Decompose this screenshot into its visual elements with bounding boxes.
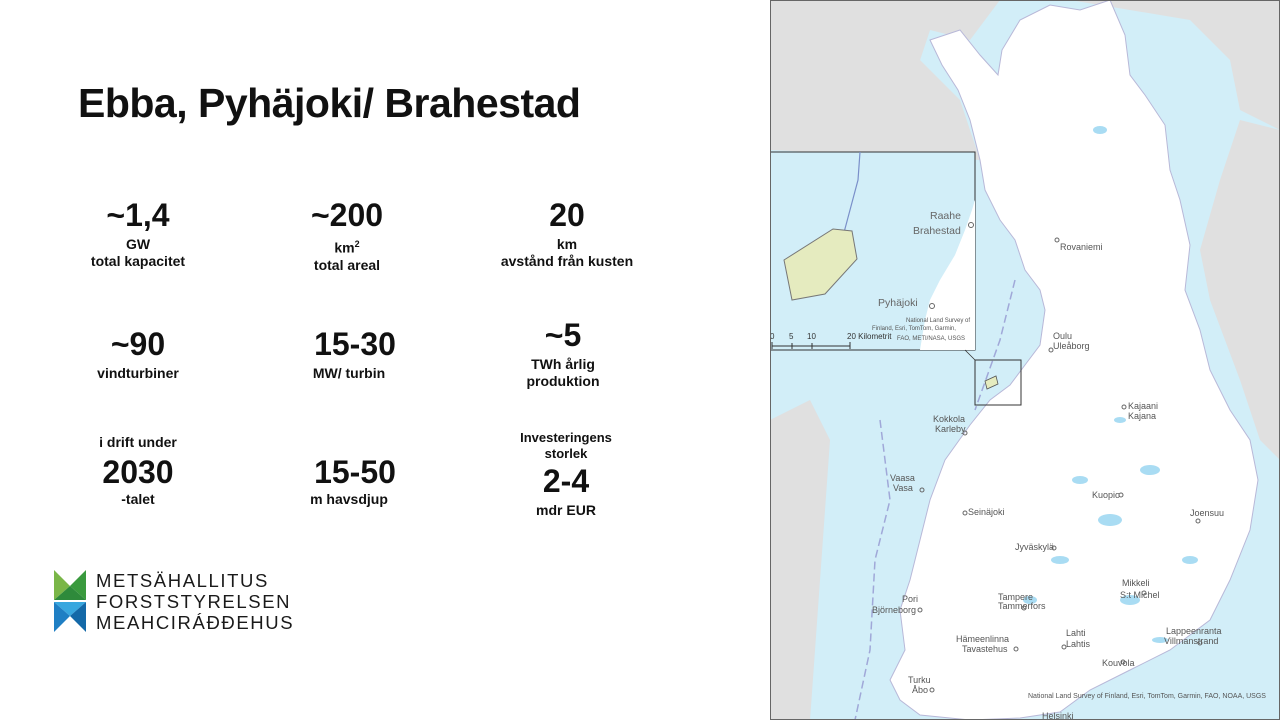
stat-value: ~90 (110, 326, 166, 362)
logo-text (96, 570, 294, 633)
metsahallitus-logo (54, 570, 295, 637)
city-turku-sv: Åbo (912, 685, 929, 695)
city-kouvola: Kouvola (1102, 658, 1135, 668)
city-lahti: Lahti (1066, 628, 1086, 638)
stat-turbines (38, 327, 238, 382)
inset-brahestad: Brahestad (913, 225, 961, 237)
city-kuopio: Kuopio (1092, 490, 1121, 500)
stat-label: total areal (313, 256, 381, 273)
city-mikkeli-sv: S:t Michel (1120, 590, 1160, 600)
stat-operation (38, 434, 238, 508)
stat-value: ~1,4 (106, 197, 170, 233)
city-mikkeli: Mikkeli (1122, 578, 1150, 588)
finland-map[interactable] (770, 0, 1280, 720)
city-kajaani: Kajaani (1128, 401, 1159, 411)
city-hameenlinna: Hämeenlinna (956, 634, 1010, 644)
stat-production (463, 318, 663, 390)
city-kokkola: Kokkola (933, 414, 966, 424)
logo-line: MEAHCIRÁĐĐEHUS (96, 612, 295, 633)
stat-value: 15-30 (314, 326, 396, 362)
stat-turbine-size (255, 327, 455, 382)
stat-value: 15-50 (314, 454, 396, 490)
stat-value: 20 (549, 197, 585, 233)
stat-pre: i drift under (99, 434, 177, 450)
scale-tick: 5 (789, 332, 794, 341)
stat-value: ~200 (310, 197, 384, 233)
stat-label: mdr EUR (536, 502, 596, 518)
stat-label: TWh årlig (531, 356, 595, 372)
city-lahti-sv: Lahtis (1066, 639, 1091, 649)
city-lappeenranta: Lappeenranta (1166, 626, 1222, 636)
city-joensuu: Joensuu (1190, 508, 1225, 518)
stat-label: m havsdjup (310, 491, 388, 507)
stat-capacity (38, 198, 238, 270)
city-oulu-sv: Uleåborg (1053, 341, 1090, 351)
city-hameenlinna-sv: Tavastehus (962, 644, 1008, 654)
inset-pyhajoki: Pyhäjoki (878, 297, 918, 309)
stat-label: produktion (526, 373, 600, 389)
city-rovaniemi: Rovaniemi (1060, 242, 1103, 252)
scale-tick: 0 (770, 332, 775, 341)
city-tampere: Tampere (998, 592, 1034, 602)
map-attribution: National Land Survey of Finland, Esri, TomTom, Garmin, FAO, NOAA, USGS (1028, 693, 1266, 700)
stat-distance (467, 198, 667, 270)
city-kajaani-sv: Kajana (1128, 411, 1157, 421)
stat-depth (255, 455, 455, 508)
stat-unit: GW (125, 236, 151, 252)
inset-raahe: Raahe (930, 210, 961, 222)
stat-label: avstånd från kusten (500, 253, 634, 269)
page-title: Ebba, Pyhäjoki/ Brahestad (78, 80, 581, 126)
stat-value: 2-4 (542, 463, 590, 499)
city-seinajoki: Seinäjoki (968, 507, 1005, 517)
inset-credit: Finland, Esri, TomTom, Garmin, (872, 326, 956, 332)
city-vaasa-sv: Vasa (893, 483, 913, 493)
city-helsinki: Helsinki (1042, 711, 1074, 720)
stat-unit: $km^2$ (334, 239, 360, 256)
logo-line: METSÄHALLITUS (96, 570, 269, 591)
city-tampere-sv: Tammerfors (998, 601, 1046, 611)
stat-label: MW/ turbin (312, 365, 386, 381)
raahe-dot (969, 223, 974, 228)
city-lappeenranta-sv: Villmanstrand (1164, 636, 1219, 646)
inset-map (770, 152, 975, 350)
stat-label: -talet (121, 491, 155, 507)
city-turku: Turku (908, 675, 931, 685)
logo-line: FORSTSTYRELSEN (96, 591, 292, 612)
city-pori-sv: Björneborg (872, 605, 917, 615)
inset-credit: National Land Survey of (906, 318, 971, 324)
inset-credit: FAO, METI/NASA, USGS (897, 336, 966, 342)
stat-value: ~5 (544, 317, 582, 353)
city-vaasa: Vaasa (890, 473, 915, 483)
stat-area (247, 198, 447, 274)
scale-tick: 20 Kilometrit (847, 332, 892, 341)
city-jyvaskyla: Jyväskylä (1015, 542, 1055, 552)
map-canvas (770, 0, 1280, 720)
scale-tick: 10 (807, 332, 816, 341)
city-oulu: Oulu (1053, 331, 1073, 341)
pyhajoki-dot (930, 304, 935, 309)
stat-investment (466, 430, 666, 519)
logo-mark-icon (54, 570, 86, 632)
city-pori: Pori (902, 594, 919, 604)
stat-pre: Investeringens (520, 430, 612, 445)
stat-value: 2030 (102, 454, 174, 490)
stat-unit: km (556, 236, 578, 252)
stat-label: vindturbiner (97, 365, 179, 381)
stat-label: total kapacitet (90, 253, 186, 269)
stat-pre: storlek (544, 446, 588, 461)
city-kokkola-sv: Karleby (935, 424, 966, 434)
